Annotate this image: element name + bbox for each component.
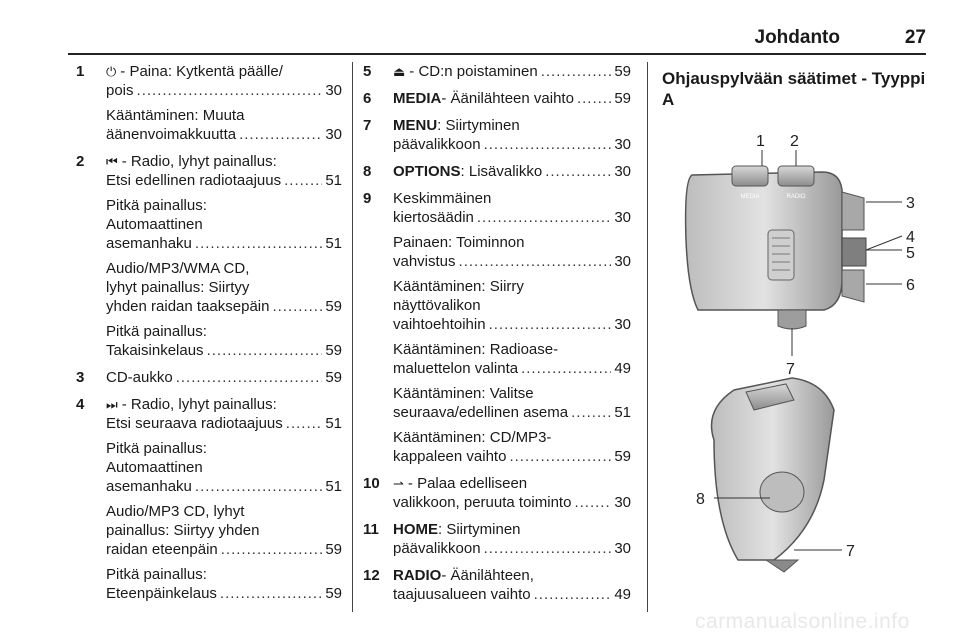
legend-line — [393, 62, 631, 81]
back-arrow-icon: ⇀ — [393, 476, 404, 491]
steering-column-controls-figure — [674, 120, 936, 590]
page-number: 27 — [904, 27, 926, 48]
legend-text: vahvistus — [393, 253, 456, 270]
legend-line — [393, 162, 631, 181]
legend-line — [106, 395, 342, 414]
legend-number: 3 — [76, 369, 85, 386]
legend-line — [106, 540, 342, 559]
legend-number: 12 — [363, 567, 380, 584]
legend-line — [393, 340, 631, 359]
legend-line — [393, 428, 631, 447]
legend-line — [106, 234, 342, 253]
volume-down-button — [842, 270, 864, 302]
legend-line — [106, 81, 342, 100]
legend-line — [393, 403, 631, 422]
page-reference: 30 — [614, 494, 631, 511]
legend-entry — [363, 566, 631, 604]
page-reference: 51 — [325, 235, 342, 252]
legend-line — [393, 474, 631, 493]
legend-text: CD-aukko — [106, 369, 173, 386]
legend-column-1 — [76, 62, 342, 611]
callout-6: 6 — [906, 277, 915, 294]
page-reference: 30 — [614, 209, 631, 226]
legend-line — [106, 215, 342, 234]
dot-leader — [195, 234, 322, 253]
legend-entry — [363, 162, 631, 181]
legend-text: Automaattinen — [106, 216, 203, 233]
legend-line — [393, 189, 631, 208]
dot-leader — [459, 252, 612, 271]
legend-line — [393, 315, 631, 334]
legend-line — [106, 584, 342, 603]
legend-line — [106, 259, 342, 278]
page-reference: 30 — [614, 316, 631, 333]
legend-line — [106, 368, 342, 387]
legend-line — [106, 297, 342, 316]
legend-line — [393, 277, 631, 296]
legend-text: - Radio, lyhyt painallus: — [121, 396, 277, 413]
page-reference: 51 — [325, 478, 342, 495]
legend-text: Eteenpäinkelaus — [106, 585, 217, 602]
legend-text: : Lisävalikko — [460, 163, 543, 180]
legend-number: 7 — [363, 117, 372, 134]
watermark: carmanualsonline.info — [695, 610, 910, 633]
page-reference: 59 — [614, 63, 631, 80]
legend-number: 6 — [363, 90, 372, 107]
legend-line — [393, 447, 631, 466]
legend-text: taajuusalueen vaihto — [393, 586, 531, 603]
dot-leader — [239, 125, 322, 144]
page-reference: 51 — [614, 404, 631, 421]
button-name: RADIO — [393, 567, 442, 584]
dot-leader — [545, 162, 611, 181]
legend-text: seuraava/edellinen asema — [393, 404, 569, 421]
legend-line — [106, 502, 342, 521]
legend-text: Audio/MP3/WMA CD, — [106, 260, 250, 277]
legend-entry — [76, 62, 342, 144]
figure-title: Ohjauspylvään säätimet - Tyyppi A — [662, 69, 926, 109]
legend-text: Keskimmäinen — [393, 190, 492, 207]
button-name: OPTIONS — [393, 163, 461, 180]
legend-number: 4 — [76, 396, 85, 413]
dot-leader — [137, 81, 323, 100]
legend-text: Etsi seuraava radiotaajuus — [106, 415, 283, 432]
legend-text: näyttövalikon — [393, 297, 481, 314]
page-reference: 51 — [325, 415, 342, 432]
page-reference: 30 — [325, 126, 342, 143]
dot-leader — [577, 89, 611, 108]
column-divider — [647, 62, 648, 612]
legend-text: äänenvoimakkuutta — [106, 126, 237, 143]
page-reference: 30 — [614, 540, 631, 557]
legend-line — [106, 414, 342, 433]
legend-text: lyhyt painallus: Siirtyy — [106, 279, 250, 296]
dot-leader — [284, 171, 322, 190]
legend-entry — [363, 189, 631, 466]
legend-line — [393, 296, 631, 315]
control-housing — [686, 172, 842, 310]
legend-line — [393, 539, 631, 558]
rotary-knob — [760, 472, 804, 512]
legend-line — [393, 116, 631, 135]
legend-text: kiertosäädin — [393, 209, 474, 226]
legend-number: 2 — [76, 153, 85, 170]
legend-entry — [363, 520, 631, 558]
legend-text: Audio/MP3 CD, lyhyt — [106, 503, 245, 520]
legend-number: 10 — [363, 475, 380, 492]
next-track-icon: ⏭ — [106, 397, 118, 412]
legend-text: Painaen: Toiminnon — [393, 234, 525, 251]
legend-number: 5 — [363, 63, 372, 80]
page-reference: 51 — [325, 172, 342, 189]
legend-line — [106, 477, 342, 496]
legend-entry — [363, 474, 631, 512]
legend-text: vaihtoehtoihin — [393, 316, 486, 333]
callout-2: 2 — [790, 133, 799, 150]
legend-line — [393, 89, 631, 108]
dot-leader — [571, 403, 611, 422]
legend-text: : Siirtyminen — [438, 521, 521, 538]
legend-text: Pitkä painallus: — [106, 197, 207, 214]
dot-leader — [221, 540, 323, 559]
legend-line — [106, 62, 342, 81]
legend-text: päävalikkoon — [393, 136, 481, 153]
legend-line — [106, 152, 342, 171]
legend-number: 11 — [363, 521, 379, 538]
legend-line — [393, 520, 631, 539]
callout-7-lower: 7 — [846, 543, 855, 560]
page-reference: 59 — [325, 541, 342, 558]
callout-3: 3 — [906, 195, 915, 212]
page-reference: 49 — [614, 586, 631, 603]
header-rule — [68, 53, 926, 55]
page-reference: 59 — [614, 90, 631, 107]
legend-text: päävalikkoon — [393, 540, 481, 557]
legend-number: 8 — [363, 163, 372, 180]
page-reference: 59 — [614, 448, 631, 465]
previous-track-icon: ⏮ — [106, 154, 118, 169]
legend-text: asemanhaku — [106, 478, 192, 495]
dot-leader — [489, 315, 612, 334]
legend-line — [106, 196, 342, 215]
callout-7: 7 — [786, 361, 795, 378]
legend-text: Kääntäminen: Radioase- — [393, 341, 559, 358]
dot-leader — [176, 368, 323, 387]
radio-button-label: RADIO — [786, 194, 806, 200]
legend-text: Kääntäminen: Valitse — [393, 385, 534, 402]
dot-leader — [286, 414, 323, 433]
page-reference: 59 — [325, 369, 342, 386]
legend-text: : Siirtyminen — [437, 117, 520, 134]
button-name: MEDIA — [393, 90, 442, 107]
legend-text: pois — [106, 82, 134, 99]
legend-text: valikkoon, peruuta toiminto — [393, 494, 572, 511]
legend-line — [393, 208, 631, 227]
page-reference: 30 — [325, 82, 342, 99]
legend-text: - Äänilähteen vaihto — [441, 90, 574, 107]
dot-leader — [521, 359, 611, 378]
legend-text: Kääntäminen: Siirry — [393, 278, 524, 295]
legend-text: asemanhaku — [106, 235, 192, 252]
legend-line — [106, 171, 342, 190]
steering-controls-illustration — [674, 120, 936, 590]
legend-number: 1 — [76, 63, 85, 80]
legend-line — [106, 521, 342, 540]
button-name: MENU — [393, 117, 438, 134]
section-title: Johdanto — [754, 27, 840, 48]
page-reference: 30 — [614, 136, 631, 153]
callout-4: 4 — [906, 229, 915, 246]
legend-column-2 — [363, 62, 631, 612]
legend-line — [106, 341, 342, 360]
callout-1: 1 — [756, 133, 765, 150]
legend-line — [106, 106, 342, 125]
legend-text: Takaisinkelaus — [106, 342, 204, 359]
dot-leader — [484, 135, 612, 154]
legend-entry — [76, 368, 342, 387]
legend-text: Pitkä painallus: — [106, 566, 207, 583]
legend-text: - Äänilähteen, — [441, 567, 534, 584]
dot-leader — [195, 477, 322, 496]
dot-leader — [477, 208, 611, 227]
legend-line — [393, 135, 631, 154]
legend-line — [106, 278, 342, 297]
voice-button — [842, 238, 866, 266]
legend-line — [106, 565, 342, 584]
legend-text: Pitkä painallus: — [106, 440, 207, 457]
legend-text: yhden raidan taaksepäin — [106, 298, 270, 315]
legend-line — [393, 493, 631, 512]
legend-text: painallus: Siirtyy yhden — [106, 522, 260, 539]
legend-text: Pitkä painallus: — [106, 323, 207, 340]
page-reference: 30 — [614, 253, 631, 270]
radio-button — [778, 166, 814, 186]
lower-knob — [778, 310, 806, 329]
dot-leader — [509, 447, 611, 466]
legend-number: 9 — [363, 190, 372, 207]
legend-text: Etsi edellinen radiotaajuus — [106, 172, 282, 189]
legend-entry — [363, 116, 631, 154]
legend-line — [393, 359, 631, 378]
eject-icon: ⏏ — [393, 64, 406, 79]
dot-leader — [484, 539, 612, 558]
dot-leader — [272, 297, 322, 316]
legend-text: kappaleen vaihto — [393, 448, 507, 465]
media-button-label: MEDIA — [740, 194, 760, 200]
legend-line — [106, 439, 342, 458]
legend-text: - Radio, lyhyt painallus: — [121, 153, 277, 170]
dot-leader — [534, 585, 612, 604]
column-divider — [352, 62, 353, 612]
volume-up-button — [842, 192, 864, 230]
legend-text: - Palaa edelliseen — [407, 475, 528, 492]
dot-leader — [574, 493, 611, 512]
page-reference: 30 — [614, 163, 631, 180]
legend-text: raidan eteenpäin — [106, 541, 218, 558]
page-reference: 59 — [325, 585, 342, 602]
legend-line — [106, 322, 342, 341]
callout-8: 8 — [696, 491, 705, 508]
button-name: HOME — [393, 521, 438, 538]
legend-line — [106, 458, 342, 477]
dot-leader — [207, 341, 323, 360]
page-reference: 59 — [325, 298, 342, 315]
dot-leader — [220, 584, 322, 603]
legend-line — [393, 384, 631, 403]
dot-leader — [541, 62, 612, 81]
legend-line — [393, 233, 631, 252]
power-icon: ⏻ — [106, 64, 117, 79]
legend-text: - CD:n poistaminen — [409, 63, 538, 80]
legend-text: Kääntäminen: CD/MP3- — [393, 429, 552, 446]
legend-text: Automaattinen — [106, 459, 203, 476]
legend-entry — [363, 62, 631, 81]
media-button — [732, 166, 768, 186]
legend-line — [393, 566, 631, 585]
legend-entry — [363, 89, 631, 108]
legend-entry — [76, 395, 342, 603]
legend-line — [393, 585, 631, 604]
legend-line — [106, 125, 342, 144]
page-reference: 59 — [325, 342, 342, 359]
legend-text: - Paina: Kytkentä päälle/ — [120, 63, 283, 80]
legend-entry — [76, 152, 342, 360]
callout-5: 5 — [906, 245, 915, 262]
page-reference: 49 — [614, 360, 631, 377]
legend-line — [393, 252, 631, 271]
legend-text: Kääntäminen: Muuta — [106, 107, 245, 124]
legend-text: maluettelon valinta — [393, 360, 519, 377]
